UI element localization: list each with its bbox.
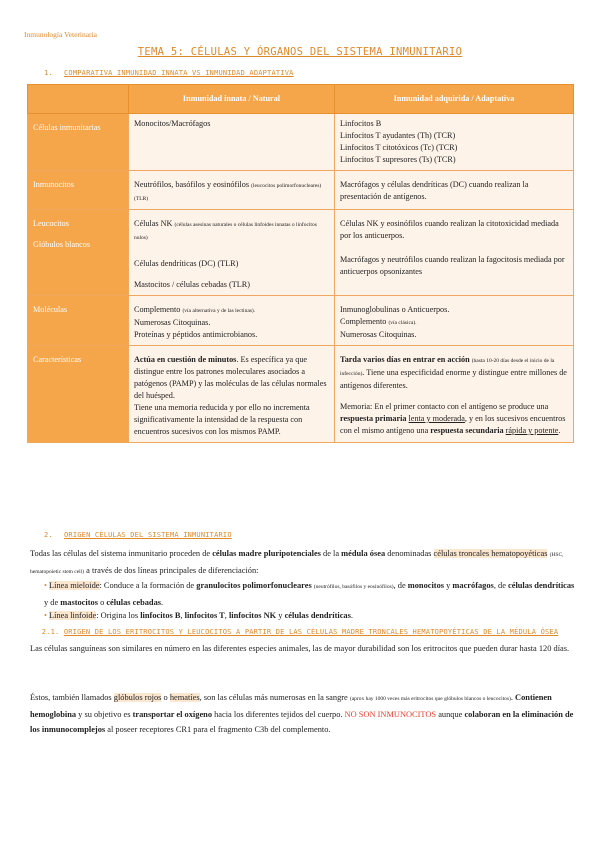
highlighted-text: células troncales hematopoyéticas	[433, 549, 548, 558]
table-cell	[335, 114, 574, 171]
text: a través de dos líneas principales de diferenciación:	[84, 566, 259, 575]
text: de la	[320, 549, 342, 558]
note-text: (neutrófilos, basófilos y eosinófilos)	[313, 584, 394, 590]
bullet-icon: •	[44, 581, 47, 590]
text: , de	[493, 581, 509, 590]
cell-line: Células dendríticas (DC) (TLR)	[134, 259, 239, 268]
section-label: ORIGEN DE LOS ERITROCITOS Y LEUCOCITOS A PARTIR DE LAS CÉLULAS MADRE TRONCALES HEMATOPOYÉTICAS DE LA MÉDULA ÓSEA	[63, 628, 559, 636]
cell-line: Proteínas y péptidos antimicrobianos.	[134, 330, 258, 339]
highlighted-text: Línea mieloide	[49, 581, 100, 590]
table-row	[28, 296, 574, 346]
bullet-myeloid	[44, 578, 576, 610]
section-label: ORIGEN CÉLULAS DEL SISTEMA INMUNITARIO	[64, 531, 232, 539]
bold-text: transportar el oxígeno	[132, 710, 213, 719]
cell-line: Inmunoglobulinas o Anticuerpos.	[340, 305, 450, 314]
paragraph-cells: Las células sanguíneas son similares en número en las diferentes especies animales, las de mayor durabilidad son los eritrocitos que pueden durar hasta 120 días.	[30, 644, 570, 653]
bold-text: mastocitos	[60, 598, 98, 607]
cell-text: Neutrófilos, basófilos y eosinófilos	[134, 180, 250, 189]
row-header-line: Leucocitos	[33, 219, 69, 228]
cell-note: (leucocitos polimorfonucleares) (TLR)	[134, 183, 322, 202]
text: .	[510, 693, 516, 702]
text: hacia los diferentes tejidos del cuerpo.	[212, 710, 345, 719]
row-header: Características	[28, 346, 129, 443]
text: o	[161, 693, 170, 702]
warning-text: NO SON INMUNOCITOS	[344, 710, 437, 719]
bold-text: células dendríticas	[284, 611, 351, 620]
table-cell	[129, 114, 335, 171]
bold-text: macrófagos	[452, 581, 494, 590]
table-cell	[129, 296, 335, 346]
cell-line: Macrófagos y neutrófilos cuando realizan la fagocitosis mediada por anticuerpos opsonizantes	[340, 255, 565, 276]
table-cell	[335, 346, 574, 443]
text: , son las células más numerosas en la sangre	[199, 693, 350, 702]
text: : Origina los	[96, 611, 141, 620]
table-cell	[129, 346, 335, 443]
cell-text: Células NK	[134, 219, 173, 228]
bold-text: células cebadas	[106, 598, 162, 607]
column-header-innate: Inmunidad innata / Natural	[129, 85, 335, 114]
table-row	[28, 171, 574, 210]
bold-text: células dendríticas	[508, 581, 575, 590]
table-row	[28, 346, 574, 443]
table-cell	[335, 171, 574, 210]
paragraph-origin	[30, 546, 575, 580]
section-number: 1.	[44, 69, 53, 77]
table-row	[28, 114, 574, 171]
table-cell	[335, 296, 574, 346]
text: .	[161, 598, 164, 607]
table-cell	[129, 171, 335, 210]
cell-line: Numerosas Citoquinas.	[340, 330, 417, 339]
table-row	[28, 210, 574, 296]
table-cell	[335, 210, 574, 296]
cell-line: Mastocitos / células cebadas (TLR)	[134, 280, 250, 289]
cell-text: Macrófagos y células dendríticas (DC) cuando realizan la presentación de antígenos.	[340, 180, 529, 201]
text: al poseer receptores CR1 para el fragmento C3b del complemento.	[105, 725, 331, 734]
bold-text: colaboran en la eliminación de los inmunocomplejos	[30, 710, 574, 734]
page-title: TEMA 5: CÉLULAS Y ÓRGANOS DEL SISTEMA INMUNITARIO	[137, 46, 463, 58]
cell-text: Complemento	[134, 305, 181, 314]
cell-line: Tiene una memoria reducida y por ello no incrementa significativamente la intensidad de la respuesta con encuentros sucesivos con los mismos PAMP.	[134, 403, 310, 436]
column-header-adaptive: Inmunidad adquirida / Adaptativa	[335, 85, 574, 114]
row-header	[28, 210, 129, 296]
section-number: 2.	[44, 531, 53, 539]
cell-note: (hasta 10-20 días desde el inicio de la infección)	[340, 358, 555, 377]
text: y	[276, 611, 285, 620]
cell-note: (vía alternativa y de las lectinas).	[182, 308, 256, 314]
row-header: Moléculas	[28, 296, 129, 346]
cell-text: . Es específica ya que distingue entre los patrones moleculares asociados a patógenos (PAMP) y las moléculas de las células normales del huésped.	[134, 355, 327, 400]
cell-text: Complemento	[340, 317, 387, 326]
text: : Conduce a la formación de	[99, 581, 197, 590]
text: ,	[180, 611, 185, 620]
cell-bold: Actúa en cuestión de minutos	[134, 355, 237, 364]
row-header: Células inmunitarias	[28, 114, 129, 171]
section-2-1-heading	[0, 628, 600, 636]
table-corner-cell	[28, 85, 129, 114]
section-label: COMPARATIVA INMUNIDAD INNATA VS INMUNIDAD ADAPTATIVA	[64, 69, 294, 77]
text: Éstos, también llamados	[30, 693, 114, 702]
section-1-heading	[44, 69, 294, 77]
text: o	[97, 598, 107, 607]
cell-note: (vía clásica).	[388, 320, 417, 326]
text: y	[446, 581, 453, 590]
bullet-lymphoid	[44, 608, 576, 623]
cell-text: Memoria: En el primer contacto con el antígeno se produce una	[340, 402, 549, 411]
cell-line: Linfocitos T citotóxicos (Tc) (TCR)	[340, 143, 458, 152]
text: y de	[44, 598, 61, 607]
cell-underline: rápida y potente	[505, 426, 559, 435]
cell-text: . Tiene una especificidad enorme y distingue entre millones de antígenos diferentes.	[340, 368, 567, 390]
highlighted-text: Línea linfoide	[49, 611, 97, 620]
document-header: Inmunología Veterinaria	[24, 30, 97, 39]
text: Todas las células del sistema inmunitario proceden de	[30, 549, 213, 558]
highlighted-text: hematíes	[169, 693, 200, 702]
section-2-heading	[44, 531, 232, 539]
bold-text: células madre pluripotenciales	[212, 549, 321, 558]
table-cell	[129, 210, 335, 296]
bold-text: linfocitos B	[140, 611, 181, 620]
text: aunque	[436, 710, 465, 719]
cell-text: .	[558, 426, 561, 435]
cell-line: Numerosas Citoquinas.	[134, 318, 211, 327]
text: y su objetivo es	[76, 710, 133, 719]
cell-underline: lenta y moderada	[408, 414, 465, 423]
bold-text: linfocitos T	[184, 611, 225, 620]
bold-text: monocitos	[407, 581, 445, 590]
cell-note: (células asesinas naturales o células linfoides innatas o linfocitos nulos)	[134, 222, 317, 241]
bold-text: granulocitos polimorfonucleares	[196, 581, 312, 590]
cell-bold: respuesta secundaria	[430, 426, 504, 435]
note-text: (HSC, hematopoietic stem cell)	[30, 552, 564, 575]
highlighted-text: glóbulos rojos	[113, 693, 162, 702]
text: .	[350, 611, 353, 620]
cell-text: Monocitos/Macrófagos	[134, 119, 211, 128]
cell-line: Linfocitos T ayudantes (Th) (TCR)	[340, 131, 456, 140]
text: ,	[224, 611, 229, 620]
paragraph-erythrocytes	[30, 690, 578, 737]
cell-line: Células NK y eosinófilos cuando realizan la citotoxicidad mediada por los anticuerpos.	[340, 219, 559, 240]
cell-line: Linfocitos B	[340, 119, 382, 128]
text: denominadas	[385, 549, 434, 558]
cell-text: , y en los sucesivos encuentros con el mismo antígeno una	[340, 414, 566, 435]
row-header: Inmunocitos	[28, 171, 129, 210]
bold-text: linfocitos NK	[228, 611, 277, 620]
comparison-table	[27, 84, 574, 443]
cell-bold: Tarda varios días en entrar en acción	[340, 355, 470, 364]
bold-text: Contienen hemoglobina	[30, 693, 552, 719]
note-text: (aprox hay 1000 veces más eritrocitos que glóbulos blancos o leucocitos)	[349, 696, 511, 702]
text: , de	[393, 581, 408, 590]
cell-line: Linfocitos T supresores (Ts) (TCR)	[340, 155, 456, 164]
table-header-row	[28, 85, 574, 114]
section-number: 2.1.	[41, 628, 60, 636]
cell-bold: respuesta primaria	[340, 414, 407, 423]
bullet-icon: •	[44, 611, 47, 620]
row-header-line: Glóbulos blancos	[33, 240, 91, 249]
bold-text: médula ósea	[341, 549, 386, 558]
